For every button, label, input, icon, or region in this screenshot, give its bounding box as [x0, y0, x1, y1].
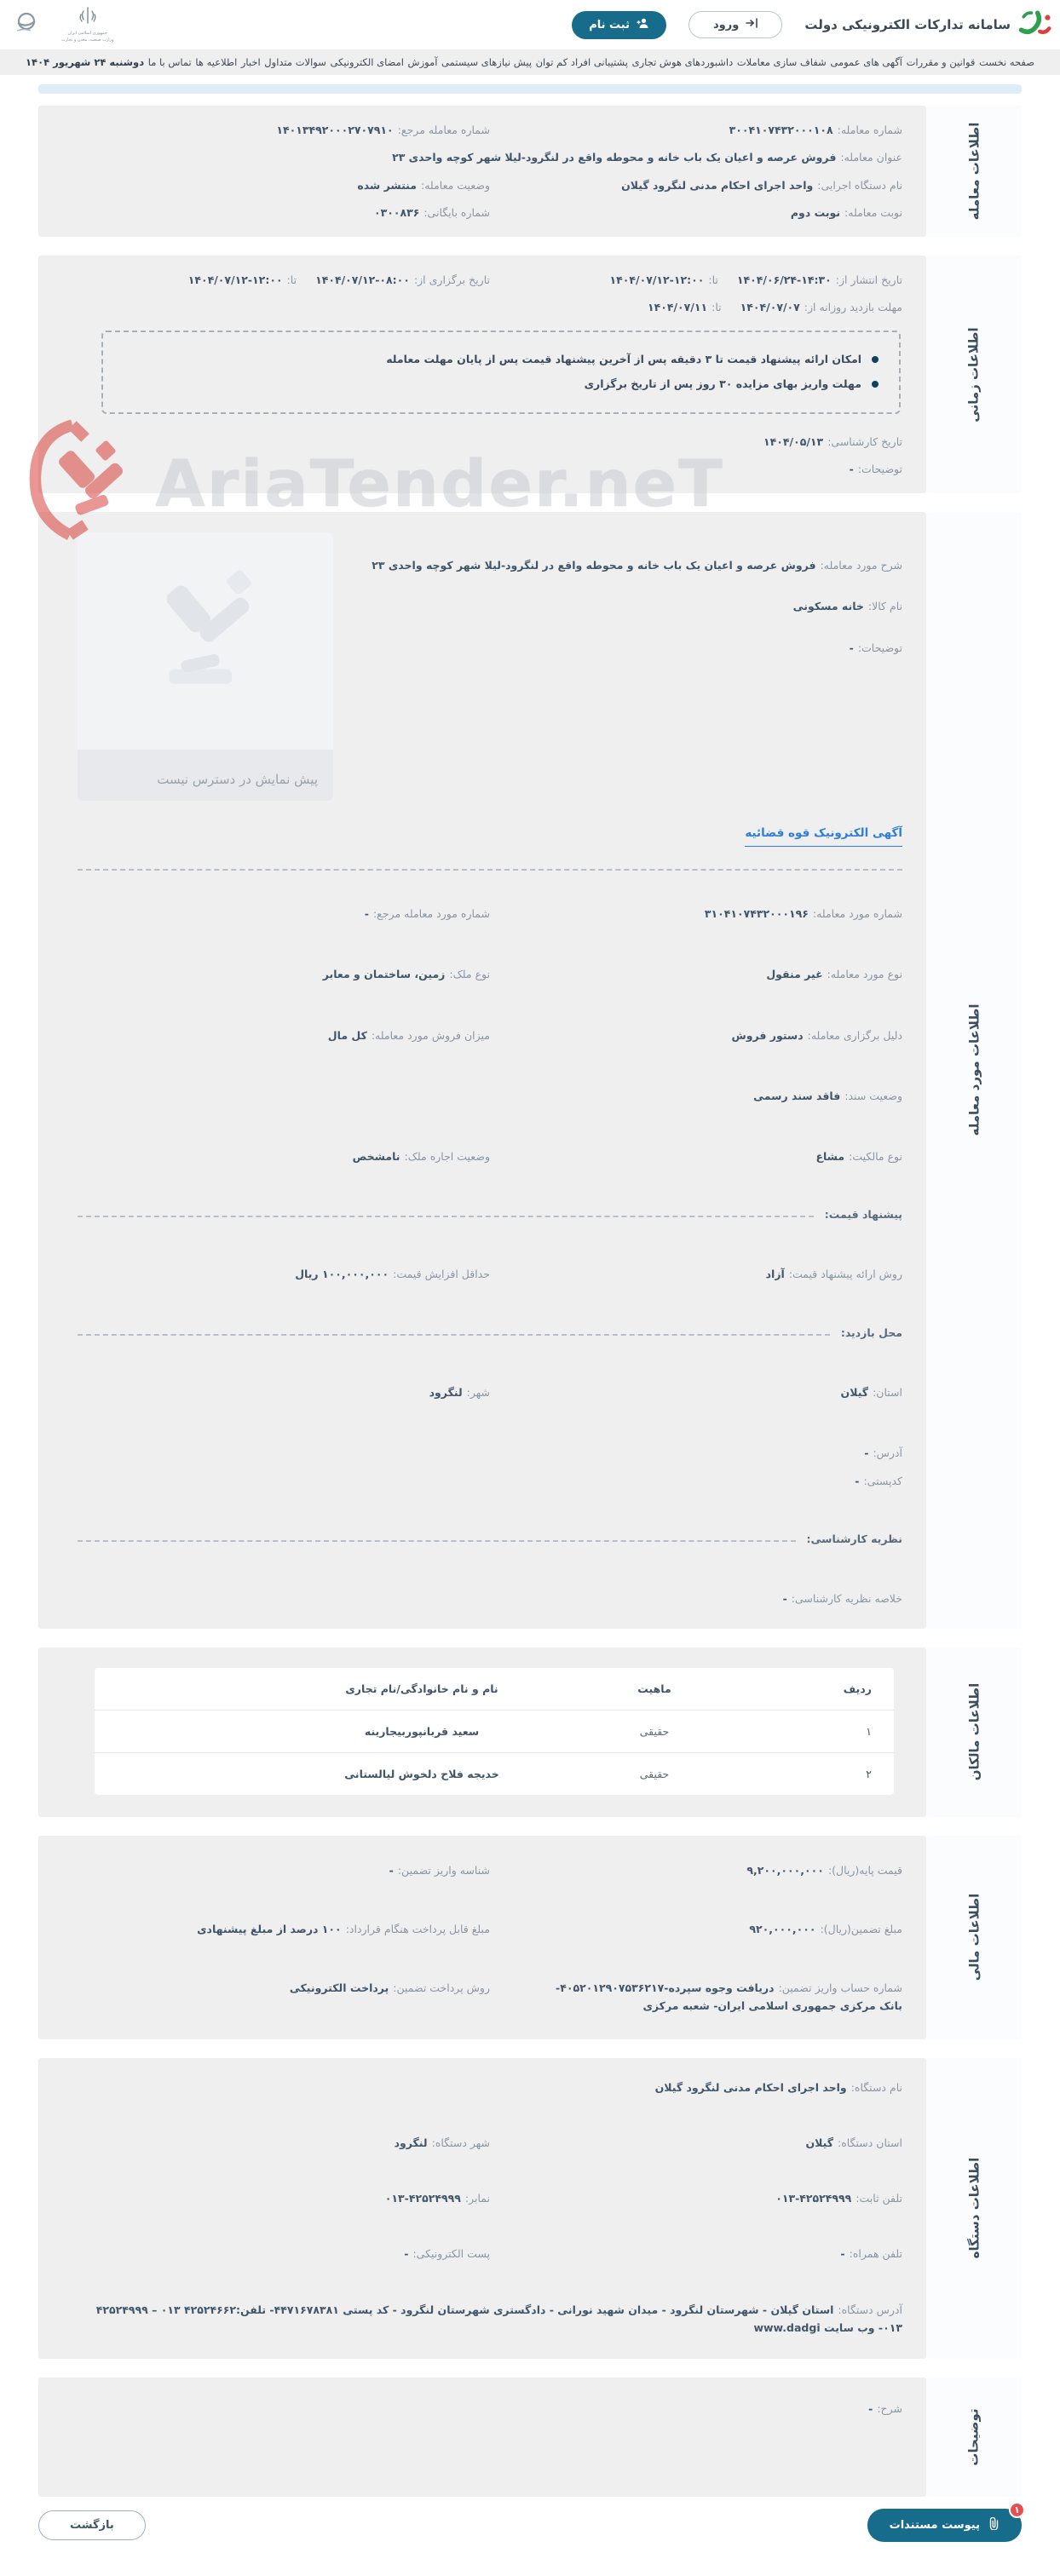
field-address: آدرس:- — [864, 1446, 902, 1459]
field-item-ref-number: شماره مورد معامله مرجع:- — [364, 907, 490, 920]
field-expert-summary: خلاصه نظریه کارشناسی:- — [782, 1592, 902, 1606]
divider-band — [38, 84, 1022, 94]
login-button[interactable]: ورود — [688, 11, 782, 38]
field-visit-dates: مهلت بازدید روزانه از:۱۴۰۴/۰۷/۰۷ تا:۱۴۰۴/۰۷/۱۱ — [647, 301, 902, 314]
col-row-number: ردیف — [843, 1682, 872, 1695]
field-device-city: شهر دستگاه:لنگرود — [394, 2136, 490, 2149]
section-tab-timing-info: اطلاعات زمانی — [926, 256, 1022, 493]
nav-transparency[interactable]: شفاف سازی معاملات — [736, 56, 827, 68]
field-device-phone: تلفن ثابت:۰۱۳-۴۲۵۲۴۹۹۹ — [775, 2192, 902, 2205]
field-device-address: آدرس دستگاه:استان گیلان - شهرستان لنگرود - میدان شهید نورانی - دادگستری شهرستان لنگرود - کد پستی ۴۴۷۱۶۷۸۳۸۱- تلفن:۴۲۵۲۴۶۶۲ ۰۱۳ – ۴۲۵۲۴۹۹۹ ۰۱۳- وب سایت www.dadgi — [95, 2303, 902, 2334]
section-remarks — [38, 2378, 1022, 2497]
bullet-icon — [872, 356, 879, 363]
field-deal-ref-number: شماره معامله مرجع:۱۴۰۱۳۴۹۲۰۰۰۲۷۰۷۹۱۰ — [276, 124, 490, 136]
section-owners-info — [38, 1647, 1022, 1817]
section-item-info — [38, 512, 1022, 1629]
ministry-emblem: جمهوری اسلامی ایران وزارت صنعت، معدن و تجارت — [61, 6, 113, 43]
iran-emblem-icon — [78, 6, 97, 30]
field-rent-status: وضعیت اجاره ملک:نامشخص — [352, 1150, 490, 1163]
field-guarantee-method: روش پرداخت تضمین:پرداخت الکترونیکی — [289, 1981, 490, 1994]
field-expertise-date: تاریخ کارشناسی:۱۴۰۴/۰۵/۱۳ — [763, 434, 902, 448]
field-remarks-desc: شرح:- — [868, 2402, 902, 2415]
field-device-mobile: تلفن همراه:- — [840, 2247, 902, 2261]
dashed-line — [78, 1334, 830, 1339]
nav-news[interactable]: اخبار — [240, 56, 261, 68]
section-tab-owners-info: اطلاعات مالکان — [926, 1647, 1022, 1817]
field-bid-method: روش ارائه پیشنهاد قیمت:آزاد — [765, 1268, 902, 1281]
owner-row: ۲ حقیقی خدیجه فلاح دلخوش لیالستانی — [95, 1752, 894, 1795]
field-base-price: قیمت پایه(ریال):۹,۲۰۰,۰۰۰,۰۰۰ — [746, 1863, 902, 1877]
field-deal-round: نوبت معامله:نوبت دوم — [790, 205, 902, 219]
field-postal-code: کدپستی:- — [855, 1475, 902, 1487]
organization-logo — [14, 10, 39, 39]
nav-faq[interactable]: سوالات متداول — [264, 56, 326, 68]
section-timing-info — [38, 256, 1022, 493]
owners-table — [95, 1668, 894, 1795]
main-nav — [0, 49, 1060, 75]
section-tab-item-info: اطلاعات مورد معامله — [926, 512, 1022, 1629]
nav-system-requirements[interactable]: پیش نیازهای سیستمی — [441, 56, 533, 68]
field-item-desc: شرح مورد معامله:فروش عرصه و اعیان یک باب خانه و محوطه واقع در لنگرود-لیلا شهر کوچه واحدی ۲۳ — [372, 559, 902, 572]
add-user-icon — [637, 18, 649, 32]
globe-logo-icon — [14, 10, 39, 39]
field-min-increase: حداقل افزایش قیمت:۱۰۰,۰۰۰,۰۰۰ ریال — [295, 1268, 490, 1281]
col-full-name: نام و نام خانوادگی/نام تجاری — [345, 1682, 498, 1695]
dashed-divider — [78, 869, 902, 871]
field-publish-dates: تاریخ انتشار از:۱۴۰۴/۰۶/۲۴-۱۴:۳۰ تا:۱۴۰۴/۰۷/۱۲-۱۲:۰۰ — [609, 273, 902, 286]
image-preview-placeholder — [78, 532, 333, 801]
register-button[interactable]: ثبت نام — [572, 11, 666, 39]
section-deal-info — [38, 106, 1022, 237]
back-button[interactable]: بازگشت — [38, 2510, 146, 2540]
field-province: استان:گیلان — [840, 1385, 902, 1399]
nav-accessibility[interactable]: پشتیبانی افراد کم توان — [535, 56, 629, 68]
notice-item: مهلت واریز بهای مزایده ۳۰ روز پس از تاریخ برگزاری — [124, 375, 879, 394]
field-auction-reason: دلیل برگزاری معامله:دستور فروش — [731, 1028, 902, 1042]
field-timing-desc: توضیحات:- — [849, 462, 902, 475]
field-goods-name: نام کالا:خانه مسکونی — [792, 600, 902, 613]
top-header — [0, 0, 1060, 49]
field-city: شهر:لنگرود — [429, 1385, 490, 1399]
field-deposit-id: شناسه واریز تضمین:- — [389, 1863, 490, 1877]
nav-esignature[interactable]: امضای الکترونیکی — [330, 56, 404, 68]
field-device-fax: نمابر:۰۱۳-۴۲۵۲۴۹۹۹ — [384, 2192, 490, 2205]
owners-table-header — [95, 1668, 894, 1710]
section-finance-info — [38, 1836, 1022, 2039]
field-device-email: پست الکترونیکی:- — [404, 2247, 490, 2261]
field-ownership-type: نوع مالکیت:مشاع — [815, 1150, 902, 1163]
expert-opinion-divider: نظریه کارشناسی: — [78, 1532, 902, 1545]
field-item-notes: توضیحات:- — [849, 641, 902, 654]
nav-bi-dashboards[interactable]: داشبوردهای هوش تجاری — [631, 56, 734, 68]
field-item-number: شماره مورد معامله:۳۱۰۴۱۰۷۴۳۲۰۰۰۱۹۶ — [704, 907, 902, 920]
login-icon — [746, 18, 758, 32]
paperclip-icon — [988, 2517, 1000, 2533]
watermark-text: AriaTender.neT — [155, 445, 724, 521]
nav-contact[interactable]: تماس با ما — [147, 56, 192, 68]
bullet-icon — [872, 381, 879, 388]
field-payable-amount: مبلغ قابل پرداخت هنگام قرارداد:۱۰۰ درصد از مبلغ پیشنهادی — [197, 1922, 490, 1935]
nav-public-ads[interactable]: آگهی های عمومی — [830, 56, 902, 68]
notice-item: امکان ارائه پیشنهاد قیمت تا ۳ دقیقه پس از آخرین پیشنهاد قیمت پس از پایان مهلت معامله — [124, 350, 879, 370]
field-deal-status: وضعیت معامله:منتشر شده — [357, 178, 490, 192]
field-item-type: نوع مورد معامله:غیر منقول — [766, 968, 902, 981]
nav-training[interactable]: آموزش — [407, 56, 438, 68]
preview-caption: پیش نمایش در دسترس نیست — [157, 772, 318, 787]
nav-home[interactable]: صفحه نخست — [978, 56, 1034, 68]
dashed-line — [78, 1540, 796, 1545]
field-guarantee-account: شماره حساب واریز تضمین:دریافت وجوه سپرده-۴۰۵۲۰۱۲۹۰۷۵۳۶۲۱۷- بانک مرکزی جمهوری اسلامی ایران- شعبه مرکزی — [556, 1981, 902, 2013]
setad-logo-icon — [1017, 7, 1051, 43]
field-deed-status: وضعیت سند:فاقد سند رسمی — [753, 1089, 902, 1102]
field-agency-name: نام دستگاه اجرایی:واحد اجرای احکام مدنی لنگرود گیلان — [621, 178, 902, 192]
attach-documents-button[interactable]: ۱ پیوست مستندات — [867, 2509, 1022, 2542]
field-estate-type: نوع ملک:زمین، ساختمان و معابر — [322, 968, 490, 981]
nav-rules[interactable]: قوانین و مقررات — [906, 56, 976, 68]
judiciary-ad-link[interactable]: آگهی الکترونیک قوه قضائیه — [745, 826, 902, 847]
dashed-line — [78, 1216, 814, 1221]
field-deal-title: عنوان معامله:فروش عرصه و اعیان یک باب خانه و محوطه واقع در لنگرود-لیلا شهر کوچه واحدی ۲۳ — [392, 151, 902, 164]
field-archive-number: شماره بایگانی:۰۳۰۰۸۳۶ — [373, 205, 490, 219]
gavel-placeholder-icon — [141, 563, 294, 710]
visit-location-divider: محل بازدید: — [78, 1326, 902, 1339]
field-device-province: استان دستگاه:گیلان — [805, 2136, 902, 2149]
owner-row: ۱ حقیقی سعید قربانپوربیجارینه — [95, 1710, 894, 1752]
nav-announcements[interactable]: اطلاعیه ها — [195, 56, 238, 68]
nav-date: دوشنبه ۲۴ شهریور ۱۴۰۴ — [26, 56, 145, 68]
field-guarantee-amount: مبلغ تضمین(ریال):۹۲۰,۰۰۰,۰۰۰ — [749, 1922, 902, 1935]
bid-divider: پیشنهاد قیمت: — [78, 1208, 902, 1221]
field-held-dates: تاریخ برگزاری از:۱۴۰۴/۰۷/۱۲-۰۸:۰۰ تا:۱۴۰۴/۰۷/۱۲-۱۲:۰۰ — [187, 273, 490, 286]
timing-notice-box — [101, 331, 901, 414]
attachment-count-badge: ۱ — [1009, 2502, 1025, 2518]
section-tab-device-info: اطلاعات دستگاه — [926, 2058, 1022, 2360]
brand — [804, 7, 1051, 43]
section-tab-deal-info: اطلاعات معامله — [926, 106, 1022, 237]
footer-actions — [38, 2504, 1022, 2542]
section-tab-remarks: توضیحات — [926, 2378, 1022, 2497]
section-device-info — [38, 2058, 1022, 2360]
section-tab-finance-info: اطلاعات مالی — [926, 1836, 1022, 2039]
field-deal-number: شماره معامله:۳۰۰۴۱۰۷۴۳۲۰۰۰۱۰۸ — [729, 124, 902, 136]
field-sale-amount: میزان فروش مورد معامله:کل مال — [327, 1028, 490, 1042]
col-nature: ماهیت — [637, 1682, 671, 1695]
app-title: سامانه تدارکات الکترونیکی دولت — [804, 17, 1011, 32]
field-device-name: نام دستگاه:واحد اجرای احکام مدنی لنگرود گیلان — [654, 2080, 902, 2094]
